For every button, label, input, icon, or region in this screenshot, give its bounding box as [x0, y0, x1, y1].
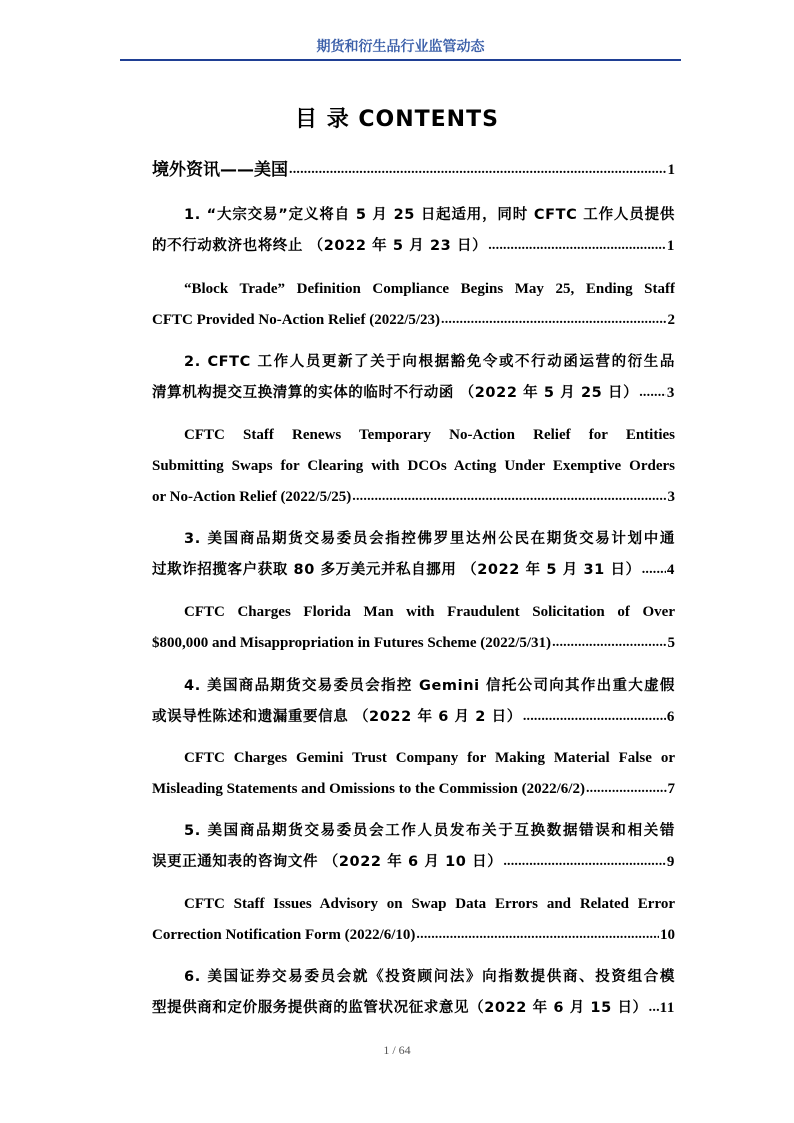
toc-page-number: 9 [666, 854, 675, 870]
toc-entry-5-cn[interactable] [152, 819, 675, 843]
toc-title: 目 录 CONTENTS [295, 107, 499, 132]
toc-leader [552, 631, 666, 655]
toc-leader [639, 381, 666, 405]
toc-page-number: 3 [667, 489, 675, 505]
toc-page-number: 10 [660, 927, 675, 943]
toc-entry-3-en[interactable] [152, 600, 675, 624]
toc-entry-text: CFTC Staff Issues Advisory on Swap Data Errors and Related Error [184, 896, 675, 912]
toc-page-number: 2 [667, 312, 675, 328]
toc-entry-text: 5. 美国商品期货交易委员会工作人员发布关于互换数据错误和相关错 [184, 823, 675, 839]
toc-entry-2-en-line3[interactable] [152, 485, 675, 509]
header-divider [120, 59, 681, 61]
toc-entry-1-en-line2[interactable] [152, 308, 675, 332]
toc-entry-5-cn-line2[interactable] [152, 850, 675, 874]
toc-leader [352, 485, 666, 509]
toc-entry-3-en-line2[interactable] [152, 631, 675, 655]
toc-entry-text: CFTC Staff Renews Temporary No-Action Relief for Entities [184, 427, 675, 443]
toc-entry-4-cn[interactable] [152, 674, 675, 698]
toc-entry-3-cn-line2[interactable] [152, 558, 675, 582]
toc-entry-text: CFTC Provided No-Action Relief (2022/5/23) [152, 312, 441, 328]
running-header: 期货和衍生品行业监管动态 [316, 39, 485, 55]
toc-leader [503, 850, 666, 874]
toc-section-usa[interactable] [152, 156, 675, 184]
toc-entry-2-en-line2[interactable] [152, 454, 675, 478]
toc-entry-text: 误更正通知表的咨询文件 （2022 年 6 月 10 日） [152, 854, 503, 870]
toc-entry-2-cn[interactable] [152, 350, 675, 374]
toc-entry-1-cn-line2[interactable] [152, 234, 675, 258]
toc-leader [642, 558, 666, 582]
toc-entry-text: CFTC Charges Florida Man with Fraudulent Solicitation of Over [184, 604, 675, 620]
toc-entry-text: 6. 美国证券交易委员会就《投资顾问法》向指数提供商、投资组合模 [184, 969, 675, 985]
toc-page-number: 11 [659, 1000, 675, 1016]
toc-entry-1-en[interactable] [152, 277, 675, 301]
toc-entry-text: $800,000 and Misappropriation in Futures Scheme (2022/5/31) [152, 635, 552, 651]
toc-leader [523, 705, 666, 729]
toc-page-number: 3 [666, 385, 675, 401]
toc-entry-4-en[interactable] [152, 746, 675, 770]
toc-entry-text: Submitting Swaps for Clearing with DCOs Acting Under Exemptive Orders [152, 458, 675, 474]
toc-entry-1-cn[interactable] [152, 203, 675, 227]
toc-entry-text: 或误导性陈述和遗漏重要信息 （2022 年 6 月 2 日） [152, 709, 522, 725]
toc-entry-6-cn[interactable] [152, 965, 675, 989]
toc-entry-text: 的不行动救济也将终止 （2022 年 5 月 23 日） [152, 238, 488, 254]
toc-leader [586, 777, 667, 801]
toc-page-number: 1 [666, 238, 675, 254]
toc-entry-text: CFTC Charges Gemini Trust Company for Making Material False or [184, 750, 675, 766]
toc-entry-3-cn[interactable] [152, 527, 675, 551]
toc-entry-text: 4. 美国商品期货交易委员会指控 Gemini 信托公司向其作出重大虚假 [184, 678, 675, 694]
toc-leader [649, 996, 659, 1020]
toc-page-number: 1 [667, 162, 675, 178]
toc-page-number: 6 [666, 709, 675, 725]
toc-leader [488, 234, 666, 258]
toc-entry-text: 过欺诈招揽客户获取 80 多万美元并私自挪用 （2022 年 5 月 31 日） [152, 562, 641, 578]
page-indicator: 1 / 64 [383, 1043, 411, 1057]
toc-entry-text: Misleading Statements and Omissions to the Commission (2022/6/2) [152, 781, 585, 797]
toc-entry-2-cn-line2[interactable] [152, 381, 675, 405]
toc-entry-text: 清算机构提交互换清算的实体的临时不行动函 （2022 年 5 月 25 日） [152, 385, 639, 401]
toc-entry-6-cn-line2[interactable] [152, 996, 675, 1020]
toc-entry-text: 3. 美国商品期货交易委员会指控佛罗里达州公民在期货交易计划中通 [184, 531, 675, 547]
toc-leader [416, 923, 659, 947]
toc-entry-text: Correction Notification Form (2022/6/10) [152, 927, 416, 943]
toc-entry-text: “Block Trade” Definition Compliance Begins May 25, Ending Staff [184, 281, 675, 297]
toc-leader [289, 156, 667, 184]
toc-page-number: 4 [666, 562, 675, 578]
toc-entry-4-cn-line2[interactable] [152, 705, 675, 729]
toc-entry-5-en-line2[interactable] [152, 923, 675, 947]
toc-entry-5-en[interactable] [152, 892, 675, 916]
toc-page-number: 7 [667, 781, 675, 797]
toc-section-label: 境外资讯——美国 [152, 160, 288, 180]
toc-entry-4-en-line2[interactable] [152, 777, 675, 801]
toc-entry-2-en[interactable] [152, 423, 675, 447]
toc-entry-text: or No-Action Relief (2022/5/25) [152, 489, 352, 505]
toc-leader [441, 308, 666, 332]
toc-entry-text: 1. “大宗交易”定义将自 5 月 25 日起适用，同时 CFTC 工作人员提供 [184, 207, 675, 223]
toc-entry-text: 2. CFTC 工作人员更新了关于向根据豁免令或不行动函运营的衍生品 [184, 354, 675, 370]
toc-page-number: 5 [667, 635, 675, 651]
toc-entry-text: 型提供商和定价服务提供商的监管状况征求意见（2022 年 6 月 15 日） [152, 1000, 648, 1016]
